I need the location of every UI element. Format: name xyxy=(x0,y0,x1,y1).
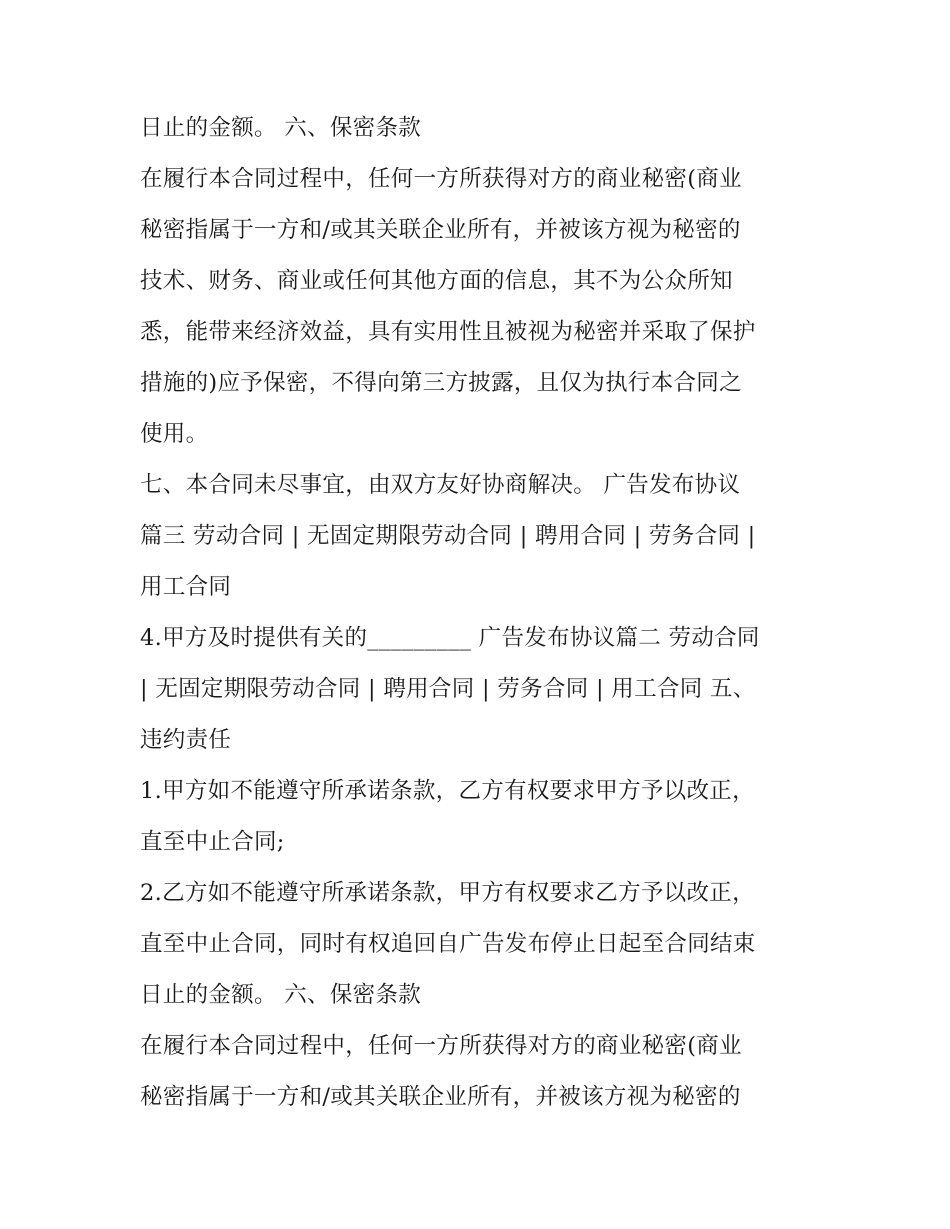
text-line-9: 篇三 劳动合同 | 无固定期限劳动合同 | 聘用合同 | 劳务合同 | xyxy=(140,523,756,549)
text-line-19: 在履行本合同过程中，任何一方所获得对方的商业秘密(商业 xyxy=(140,1033,742,1059)
text-line-1: 日止的金额。 六、保密条款 xyxy=(140,115,422,141)
text-line-20: 秘密指属于一方和/或其关联企业所有，并被该方视为秘密的 xyxy=(140,1084,741,1110)
text-line-2: 在履行本合同过程中，任何一方所获得对方的商业秘密(商业 xyxy=(140,166,742,192)
text-line-13: 违约责任 xyxy=(140,727,232,753)
text-line-16: 2.乙方如不能遵守所承诺条款，甲方有权要求乙方予以改正， xyxy=(140,880,755,906)
text-line-11: 4.甲方及时提供有关的_________ 广告发布协议篇二 劳动合同 xyxy=(140,625,760,651)
document-body xyxy=(140,103,840,1123)
text-line-5: 悉，能带来经济效益，具有实用性且被视为秘密并采取了保护 xyxy=(140,319,756,345)
text-line-8: 七、本合同未尽事宜，由双方友好协商解决。 广告发布协议 xyxy=(140,472,741,498)
text-line-18: 日止的金额。 六、保密条款 xyxy=(140,982,422,1008)
text-line-14: 1.甲方如不能遵守所承诺条款，乙方有权要求甲方予以改正， xyxy=(140,778,755,804)
text-line-3: 秘密指属于一方和/或其关联企业所有，并被该方视为秘密的 xyxy=(140,217,741,243)
text-line-17: 直至中止合同，同时有权追回自广告发布停止日起至合同结束 xyxy=(140,931,756,957)
text-line-7: 使用。 xyxy=(140,421,209,447)
text-line-4: 技术、财务、商业或任何其他方面的信息，其不为公众所知 xyxy=(140,268,733,294)
text-line-15: 直至中止合同; xyxy=(140,829,285,855)
text-line-12: | 无固定期限劳动合同 | 聘用合同 | 劳务合同 | 用工合同 五、 xyxy=(140,676,756,702)
text-line-6: 措施的)应予保密，不得向第三方披露，且仅为执行本合同之 xyxy=(140,370,742,396)
text-line-10: 用工合同 xyxy=(140,574,232,600)
